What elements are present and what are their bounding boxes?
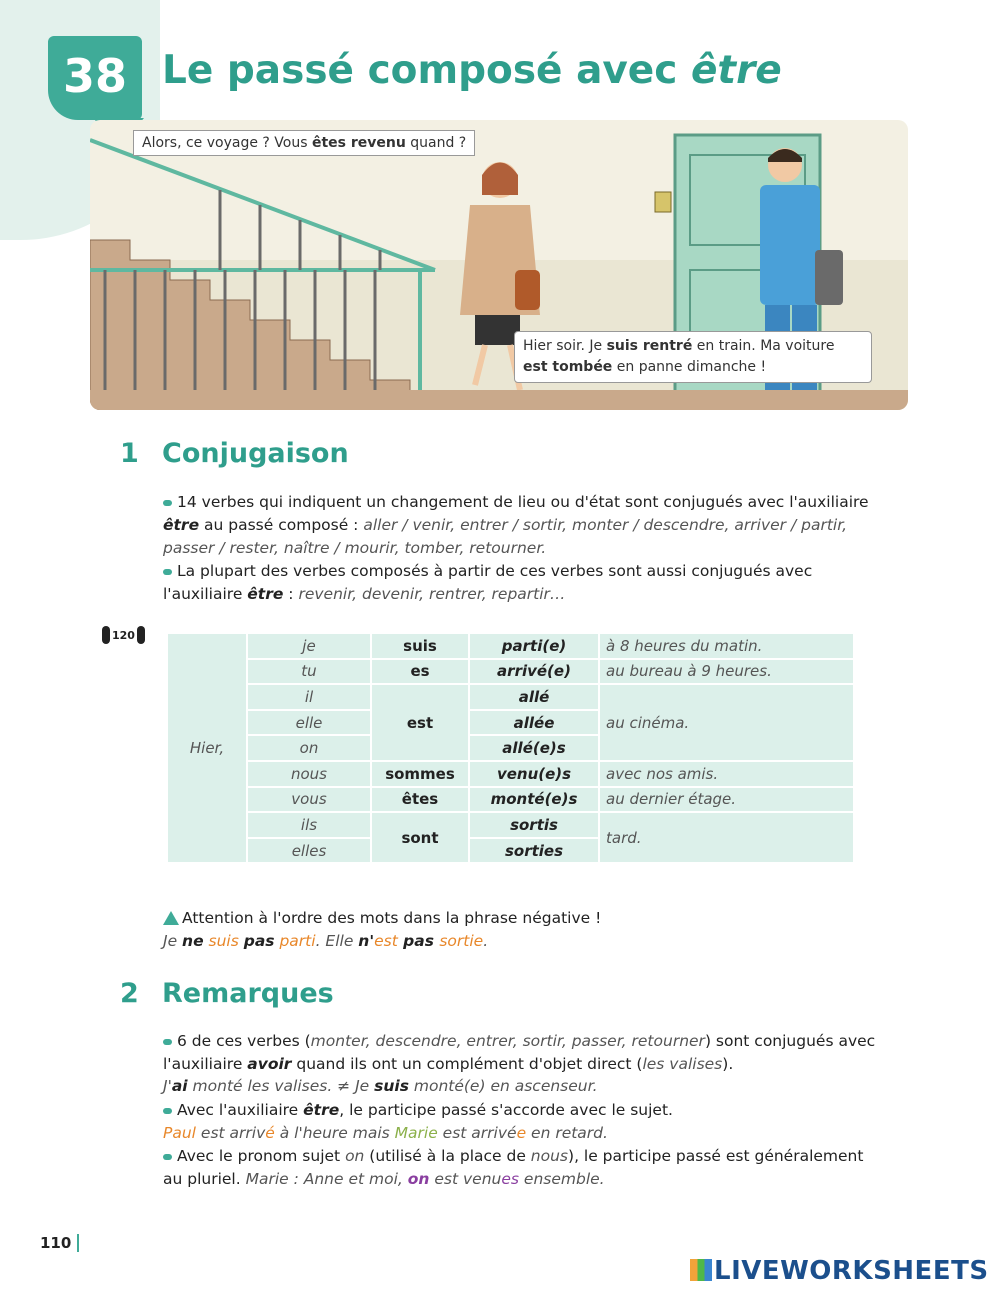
bullet-icon bbox=[163, 569, 172, 575]
remark-2: Avec l'auxiliaire être, le participe passé s'accorde avec le sujet. bbox=[163, 1099, 883, 1122]
floor bbox=[90, 390, 908, 410]
bullet-icon bbox=[163, 1108, 172, 1114]
logo-icon bbox=[690, 1259, 712, 1281]
conjugation-table bbox=[166, 632, 855, 864]
table-row: elles sorties bbox=[168, 839, 853, 863]
chapter-number: 38 bbox=[48, 36, 142, 120]
liveworksheets-logo[interactable]: LIVEWORKSHEETS bbox=[690, 1256, 989, 1286]
section1-paragraph-1: 14 verbes qui indiquent un changement de lieu ou d'état sont conjugués avec l'auxiliaire être au passé composé : aller / venir, entrer / sortir, monter / descendre, arriver / partir, passer / rester, naître / mourir, tomber, retourner. bbox=[163, 493, 869, 557]
table-row: nous sommes venu(e)s avec nos amis. bbox=[168, 762, 853, 786]
section-heading-remarques: 2 Remarques bbox=[120, 978, 334, 1009]
attention-note: Attention à l'ordre des mots dans la phrase négative ! bbox=[163, 907, 883, 930]
negation-example: Je ne suis pas parti. Elle n'est pas sortie. bbox=[163, 932, 489, 950]
table-row: ils sont sortis tard. bbox=[168, 813, 853, 837]
table-row: tu es arrivé(e) au bureau à 9 heures. bbox=[168, 660, 853, 684]
page-title: Le passé composé avec être bbox=[162, 48, 782, 93]
table-row: il est allé au cinéma. bbox=[168, 685, 853, 709]
headphones-icon bbox=[102, 626, 110, 644]
remark-1: 6 de ces verbes (monter, descendre, entrer, sortir, passer, retourner) sont conjugués avec l'auxiliaire avoir quand ils ont un complément d'objet direct (les valises). bbox=[163, 1032, 876, 1073]
bullet-icon bbox=[163, 1154, 172, 1160]
page-number: 110 bbox=[40, 1234, 79, 1252]
audio-track-button[interactable]: 120 bbox=[102, 626, 152, 650]
speech-bubble-man: Hier soir. Je suis rentré en train. Ma voiture est tombée en panne dimanche ! bbox=[514, 331, 872, 383]
section1-paragraph-2: La plupart des verbes composés à partir de ces verbes sont aussi conjugués avec l'auxiliaire être : revenir, devenir, rentrer, repartir… bbox=[163, 562, 813, 603]
table-row: elle allée bbox=[168, 711, 853, 735]
warning-icon bbox=[163, 911, 179, 925]
remark-3: Avec le pronom sujet on (utilisé à la place de nous), le participe passé est généralement au pluriel. Marie : Anne et moi, on est venues ensemble. bbox=[163, 1147, 864, 1188]
remark-2-example: Paul est arrivé à l'heure mais Marie est arrivée en retard. bbox=[163, 1124, 608, 1142]
table-row: Hier, je suis parti(e) à 8 heures du matin. bbox=[168, 634, 853, 658]
bullet-icon bbox=[163, 500, 172, 506]
remark-1-example: J'ai monté les valises. ≠ Je suis monté(e) en ascenseur. bbox=[163, 1077, 598, 1095]
table-row: on allé(e)s bbox=[168, 736, 853, 760]
table-row: vous êtes monté(e)s au dernier étage. bbox=[168, 788, 853, 812]
section-heading-conjugaison: 1 Conjugaison bbox=[120, 438, 349, 469]
speech-bubble-woman: Alors, ce voyage ? Vous êtes revenu quand ? bbox=[133, 130, 475, 156]
bullet-icon bbox=[163, 1039, 172, 1045]
